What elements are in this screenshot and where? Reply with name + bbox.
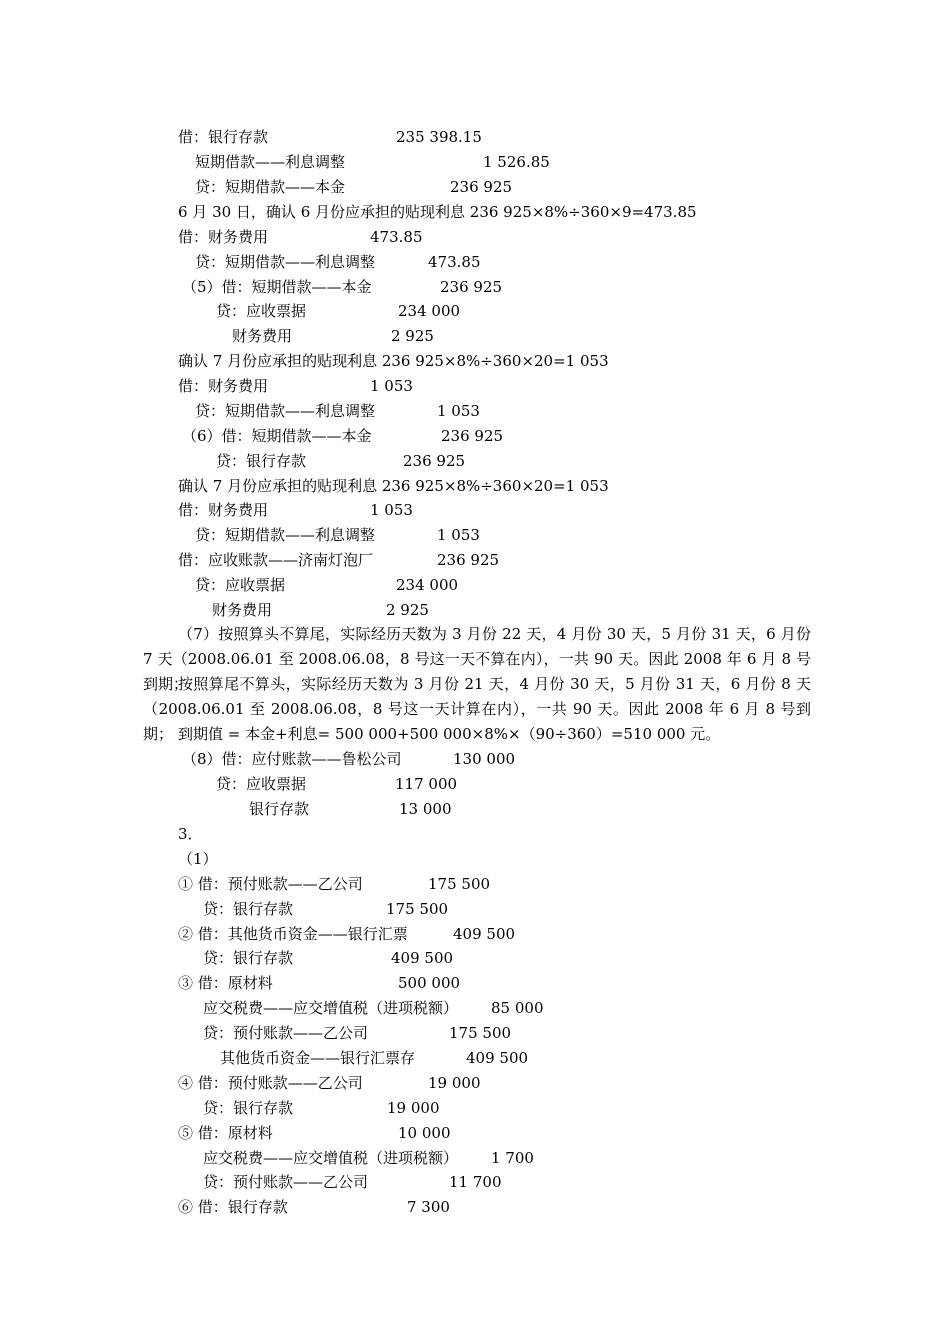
entry-amount: 409 500	[466, 1049, 529, 1067]
entry-line: 贷：银行存款	[203, 900, 294, 918]
entry-line: 财务费用	[212, 601, 273, 619]
entry-amount: 1 700	[491, 1149, 534, 1167]
entry-amount: 236 925	[440, 278, 503, 296]
entry-line: （8）借：应付账款——鲁松公司	[182, 750, 402, 768]
entry-line: 应交税费——应交增值税（进项税额）	[203, 999, 459, 1017]
paragraph: 按照算尾不算头，实际经历天数为 3 月份 21 天，4 月份 30 天，5 月份 31 天，6 月份 8 天（2008.06.01 至 2008.06.08，8 号这一天计算在内），一共 90 天。因此 2008 年 6 月 8 号到期；	[143, 675, 811, 743]
entry-line: ① 借：预付账款——乙公司	[178, 875, 363, 893]
entry-line: 财务费用	[232, 327, 293, 345]
entry-line: 借：财务费用	[178, 377, 269, 395]
entry-amount: 236 925	[437, 551, 500, 569]
entry-amount: 175 500	[386, 900, 449, 918]
entry-amount: 234 000	[398, 302, 461, 320]
entry-line: ④ 借：预付账款——乙公司	[178, 1074, 363, 1092]
entry-amount: 130 000	[453, 750, 516, 768]
entry-amount: 175 500	[449, 1024, 512, 1042]
entry-amount: 409 500	[453, 925, 516, 943]
entry-amount: 85 000	[491, 999, 544, 1017]
entry-amount: 10 000	[398, 1124, 451, 1142]
entry-amount: 117 000	[395, 775, 458, 793]
entry-line: 借：银行存款	[178, 128, 269, 146]
entry-amount: 11 700	[449, 1173, 502, 1191]
entry-amount: 7 300	[407, 1198, 450, 1216]
entry-line: 到期值 = 本金+利息= 500 000+500 000×8%×（90÷360）=510 000 元。	[178, 725, 721, 743]
entry-line: 贷：预付账款——乙公司	[203, 1173, 369, 1191]
entry-amount: 1 053	[370, 501, 413, 519]
entry-line: 借：财务费用	[178, 501, 269, 519]
entry-amount: 500 000	[398, 974, 461, 992]
entry-line: 确认 7 月份应承担的贴现利息 236 925×8%÷360×20=1 053	[178, 477, 609, 495]
entry-amount: 19 000	[428, 1074, 481, 1092]
entry-line: 银行存款	[249, 800, 310, 818]
entry-line: 借：应收账款——济南灯泡厂	[178, 551, 374, 569]
entry-line: 其他货币资金——银行汇票存	[220, 1049, 416, 1067]
entry-line: 贷：应收票据	[216, 302, 307, 320]
entry-line: （6）借：短期借款——本金	[182, 427, 372, 445]
entry-amount: 1 053	[437, 402, 480, 420]
entry-amount: 1 526.85	[483, 153, 550, 171]
entry-amount: 236 925	[403, 452, 466, 470]
entry-amount: 236 925	[441, 427, 504, 445]
entry-amount: 235 398.15	[396, 128, 482, 146]
paragraph: （7）按照算头不算尾，实际经历天数为 3 月份 22 天，4 月份 30 天，5 月份 31 天，6 月份 7 天（2008.06.01 至 2008.06.08，8 号这一天不算在内），一共 90 天。因此 2008 年 6 月 8 号到期；	[143, 625, 811, 693]
entry-line: 贷：应收票据	[216, 775, 307, 793]
entry-line: 贷：银行存款	[216, 452, 307, 470]
entry-amount: 1 053	[370, 377, 413, 395]
entry-line: （5）借：短期借款——本金	[182, 278, 372, 296]
entry-amount: 2 925	[391, 327, 434, 345]
entry-line: 借：财务费用	[178, 228, 269, 246]
entry-amount: 409 500	[391, 949, 454, 967]
entry-line: 贷：银行存款	[203, 1099, 294, 1117]
entry-amount: 236 925	[450, 178, 513, 196]
section-heading: 3．	[178, 825, 203, 843]
entry-line: 贷：应收票据	[195, 576, 286, 594]
entry-amount: 175 500	[428, 875, 491, 893]
entry-amount: 473.85	[428, 253, 481, 271]
entry-amount: 19 000	[387, 1099, 440, 1117]
entry-line: 贷：短期借款——利息调整	[195, 526, 376, 544]
entry-line: ③ 借：原材料	[178, 974, 273, 992]
entry-line: 确认 7 月份应承担的贴现利息 236 925×8%÷360×20=1 053	[178, 352, 609, 370]
entry-line: 贷：短期借款——利息调整	[195, 402, 376, 420]
entry-line: 贷：短期借款——利息调整	[195, 253, 376, 271]
entry-line: 6 月 30 日，确认 6 月份应承担的贴现利息 236 925×8%÷360×9=473.85	[178, 203, 697, 221]
entry-line: 贷：预付账款——乙公司	[203, 1024, 369, 1042]
entry-amount: 13 000	[399, 800, 452, 818]
entry-line: ② 借：其他货币资金——银行汇票	[178, 925, 408, 943]
entry-line: ⑥ 借：银行存款	[178, 1198, 288, 1216]
entry-amount: 234 000	[396, 576, 459, 594]
entry-amount: 473.85	[370, 228, 423, 246]
entry-line: 短期借款——利息调整	[195, 153, 346, 171]
entry-line: 应交税费——应交增值税（进项税额）	[203, 1149, 459, 1167]
entry-line: ⑤ 借：原材料	[178, 1124, 273, 1142]
entry-amount: 1 053	[437, 526, 480, 544]
entry-line: 贷：银行存款	[203, 949, 294, 967]
subsection-heading: （1）	[178, 850, 218, 868]
entry-line: 贷：短期借款——本金	[195, 178, 346, 196]
entry-amount: 2 925	[386, 601, 429, 619]
